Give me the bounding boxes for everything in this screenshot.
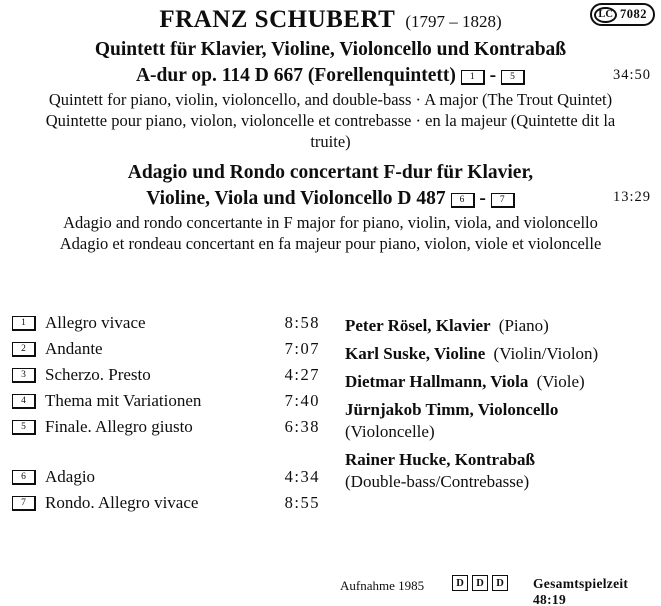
- track-number-box: 7: [12, 496, 36, 511]
- composer-line: [0, 6, 661, 37]
- work2-track-range: [451, 188, 515, 209]
- track-number-box: 6: [451, 193, 475, 208]
- track-title: Andante: [45, 339, 103, 358]
- track-number-box: 5: [501, 70, 525, 85]
- track-title: Thema mit Variationen: [45, 391, 202, 410]
- track-number-box: 1: [461, 70, 485, 85]
- performer-instrument-translation: (Viole): [536, 372, 585, 391]
- track-time: 6:38: [284, 417, 320, 436]
- track-row: [12, 336, 320, 362]
- composer-name: FRANZ SCHUBERT: [159, 6, 396, 33]
- performer-entry: [345, 449, 655, 493]
- performer-instrument-translation: (Double-bass/Contrebasse): [345, 472, 530, 491]
- track-row: [12, 388, 320, 414]
- performer-instrument-translation: (Violin/Violon): [493, 344, 599, 363]
- track-row: [12, 414, 320, 440]
- performer-name-instrument: Peter Rösel, Klavier: [345, 316, 491, 335]
- work2-title-line2: [0, 186, 661, 212]
- performer-entry: [345, 371, 655, 393]
- track-number-box: 4: [12, 394, 36, 409]
- performer-name-instrument: Rainer Hucke, Kontrabaß: [345, 450, 536, 469]
- work1-subtitle-french-line1: Quintette pour piano, violon, violoncelle et contrebasse · en la majeur (Quintette dit la: [45, 111, 616, 130]
- work1-title-line1: Quintett für Klavier, Violine, Violoncello und Kontrabaß: [94, 39, 567, 60]
- work1-title-line2: [0, 63, 661, 89]
- track-range-separator: -: [479, 188, 486, 209]
- performer-entry: [345, 399, 655, 443]
- track-number-box: 2: [12, 342, 36, 357]
- spacer: [0, 152, 661, 160]
- track-row: [12, 362, 320, 388]
- track-row: [12, 464, 320, 490]
- track-number-box: 3: [12, 368, 36, 383]
- work2-duration: 13:29: [612, 189, 651, 205]
- track-number-box: 5: [12, 420, 36, 435]
- performer-list: [345, 315, 655, 499]
- track-title: Adagio: [45, 467, 96, 486]
- track-title: Rondo. Allegro vivace: [45, 493, 199, 512]
- work1-subtitle-english: Quintett for piano, violin, violoncello, and double-bass · A major (The Trout Quintet): [48, 90, 613, 109]
- total-playing-time: Gesamtspielzeit 48:19: [533, 576, 629, 606]
- track-number-box: 1: [12, 316, 36, 331]
- track-time: 7:07: [284, 339, 320, 358]
- performer-entry: [345, 315, 655, 337]
- track-time: 8:58: [284, 313, 320, 332]
- work2-title-text: Violine, Viola und Violoncello D 487: [146, 188, 446, 209]
- track-number-box: 6: [12, 470, 36, 485]
- composer-dates: (1797 – 1828): [405, 12, 502, 31]
- track-time: 8:55: [284, 493, 320, 512]
- track-time: 7:40: [284, 391, 320, 410]
- track-time: 4:27: [284, 365, 320, 384]
- work2-subtitle-french: Adagio et rondeau concertant en fa majeur pour piano, violon, viole et violoncelle: [59, 234, 602, 253]
- work2-title-line1: Adagio und Rondo concertant F-dur für Klavier,: [127, 162, 534, 183]
- lc-number: 7082: [620, 7, 647, 21]
- performer-name-instrument: Karl Suske, Violine: [345, 344, 486, 363]
- work1-track-range: [461, 65, 525, 86]
- spars-code-box: D: [492, 575, 508, 591]
- track-range-separator: -: [489, 65, 497, 86]
- work1-title-text: A-dur op. 114 D 667 (Forellenquintett): [135, 65, 456, 86]
- spars-code-box: D: [452, 575, 468, 591]
- performer-instrument-translation: (Piano): [498, 316, 549, 335]
- recording-year: Aufnahme 1985: [340, 578, 425, 593]
- track-number-box: 7: [491, 193, 515, 208]
- work1-duration: 34:50: [612, 67, 651, 83]
- track-time: 4:34: [284, 467, 320, 486]
- track-title: Finale. Allegro giusto: [45, 417, 193, 436]
- performer-name-instrument: Dietmar Hallmann, Viola: [345, 372, 529, 391]
- spacer: [12, 440, 320, 464]
- work2-subtitle-english: Adagio and rondo concertante in F major for piano, violin, viola, and violoncello: [63, 213, 598, 232]
- work1-subtitle-french-line2: truite): [310, 132, 351, 151]
- track-title: Allegro vivace: [45, 313, 146, 332]
- performer-entry: [345, 343, 655, 365]
- lc-badge: LC: [594, 7, 617, 23]
- track-row: [12, 490, 320, 516]
- track-row: [12, 310, 320, 336]
- performer-name-instrument: Jürnjakob Timm, Violoncello: [345, 400, 559, 419]
- track-title: Scherzo. Presto: [45, 365, 151, 384]
- performer-instrument-translation: (Violoncelle): [345, 422, 435, 441]
- spars-code-box: D: [472, 575, 488, 591]
- ddd-spars-code: [452, 575, 508, 591]
- track-list: [12, 310, 320, 516]
- header: [0, 0, 661, 254]
